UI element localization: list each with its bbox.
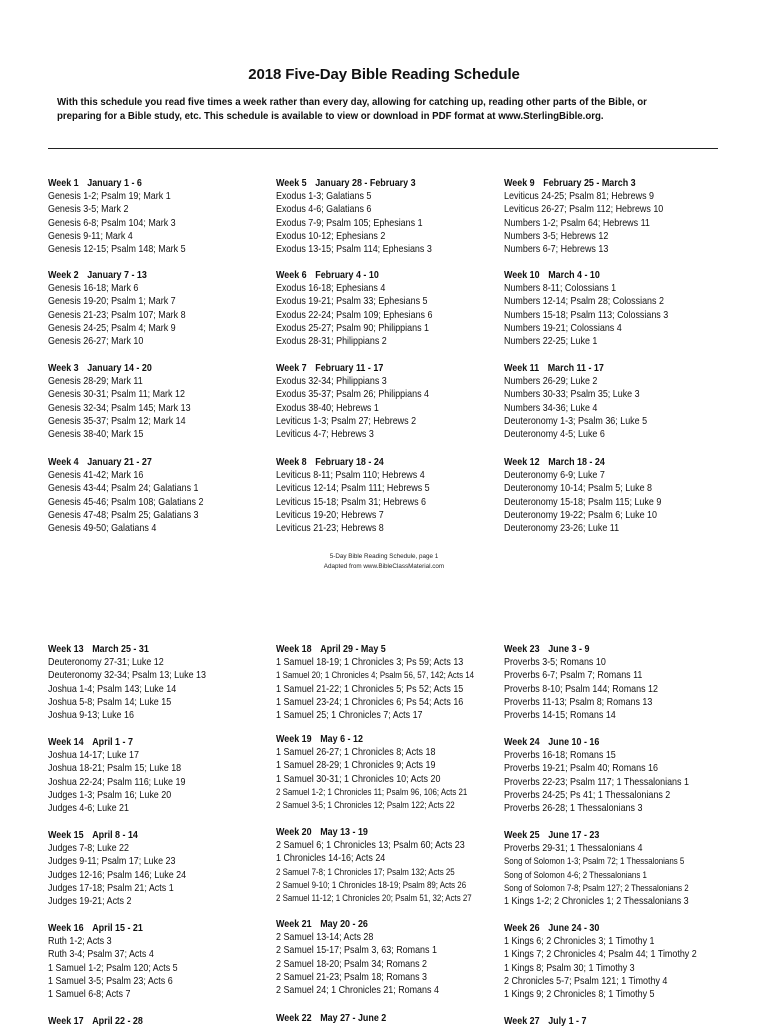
week-heading [504, 643, 719, 656]
week-block [48, 643, 298, 722]
reading-line: Leviticus 24-25; Psalm 81; Hebrews 9 [504, 191, 655, 202]
week-label: Week 25 [504, 830, 540, 841]
week-block [276, 826, 526, 905]
reading-line: Leviticus 1-3; Psalm 27; Hebrews 2 [276, 415, 417, 427]
reading-line: 2 Samuel 18-20; Psalm 34; Romans 2 [276, 958, 427, 970]
week-heading [48, 1015, 263, 1028]
reading-line: Song of Solomon 1-3; Psalm 72; 1 Thessalonians 5 [504, 856, 685, 867]
reading-line: Proverbs 29-31; 1 Thessalonians 4 [504, 843, 643, 854]
week-dates: April 8 - 14 [92, 830, 138, 841]
week-heading [48, 922, 263, 935]
week-label: Week 11 [504, 363, 540, 374]
week-dates: January 1 - 6 [87, 178, 142, 189]
reading-line: Deuteronomy 27-31; Luke 12 [48, 657, 164, 668]
reading-line: 1 Samuel 1-2; Psalm 120; Acts 5 [48, 962, 178, 974]
week-dates: June 3 - 9 [548, 644, 590, 655]
reading-line: Judges 19-21; Acts 2 [48, 896, 132, 908]
reading-line: 1 Kings 8; Psalm 30; 1 Timothy 3 [504, 962, 635, 974]
week-dates: May 6 - 12 [320, 734, 363, 745]
reading-line: Exodus 38-40; Hebrews 1 [276, 402, 379, 414]
reading-line: 2 Samuel 11-12; 1 Chronicles 20; Psalm 51, 32; Acts 27 [276, 893, 472, 904]
reading-line: 2 Samuel 15-17; Psalm 3, 63; Romans 1 [276, 945, 437, 957]
week-label: Week 8 [276, 457, 307, 468]
reading-line: Exodus 7-9; Psalm 105; Ephesians 1 [276, 217, 423, 229]
week-label: Week 9 [504, 178, 535, 189]
reading-line: Genesis 16-18; Mark 6 [48, 283, 139, 294]
reading-line: Judges 7-8; Luke 22 [48, 843, 129, 854]
page-title: 2018 Five-Day Bible Reading Schedule [248, 66, 520, 83]
reading-line: Judges 1-3; Psalm 16; Luke 20 [48, 789, 172, 801]
reading-line: Genesis 1-2; Psalm 19; Mark 1 [48, 191, 171, 202]
reading-line: Deuteronomy 32-34; Psalm 13; Luke 13 [48, 670, 206, 682]
reading-line: Exodus 1-3; Galatians 5 [276, 191, 372, 202]
week-heading [276, 733, 491, 746]
reading-line: Judges 4-6; Luke 21 [48, 803, 129, 815]
reading-line: 1 Chronicles 14-16; Acts 24 [276, 853, 386, 865]
reading-line: Genesis 41-42; Mark 16 [48, 470, 144, 481]
reading-line: 1 Kings 6; 2 Chronicles 3; 1 Timothy 1 [504, 936, 655, 947]
reading-line: Proverbs 22-23; Psalm 117; 1 Thessalonians 1 [504, 776, 689, 788]
reading-line: Deuteronomy 19-22; Psalm 6; Luke 10 [504, 509, 657, 521]
reading-line: Deuteronomy 23-26; Luke 11 [504, 523, 620, 535]
reading-line: 1 Samuel 28-29; 1 Chronicles 9; Acts 19 [276, 760, 436, 772]
reading-line: Joshua 1-4; Psalm 143; Luke 14 [48, 683, 177, 695]
reading-line: 1 Kings 9; 2 Chronicles 8; 1 Timothy 5 [504, 989, 655, 1001]
week-heading [504, 829, 719, 842]
reading-line: Leviticus 8-11; Psalm 110; Hebrews 4 [276, 470, 425, 481]
reading-line: Numbers 6-7; Hebrews 13 [504, 244, 609, 256]
reading-line: Deuteronomy 1-3; Psalm 36; Luke 5 [504, 415, 648, 427]
week-block [504, 456, 754, 535]
reading-line: Deuteronomy 15-18; Psalm 115; Luke 9 [504, 496, 662, 508]
week-heading [276, 1012, 491, 1025]
reading-line: Joshua 22-24; Psalm 116; Luke 19 [48, 776, 186, 788]
reading-line: Exodus 25-27; Psalm 90; Philippians 1 [276, 322, 429, 334]
week-block [504, 362, 754, 441]
week-label: Week 27 [504, 1016, 540, 1027]
week-label: Week 22 [276, 1013, 312, 1024]
week-label: Week 2 [48, 270, 79, 281]
week-block [48, 362, 298, 441]
reading-line: 1 Samuel 6-8; Acts 7 [48, 989, 131, 1001]
reading-line: Proverbs 6-7; Psalm 7; Romans 11 [504, 670, 643, 682]
reading-line: 2 Samuel 13-14; Acts 28 [276, 932, 374, 943]
reading-line: Ruth 3-4; Psalm 37; Acts 4 [48, 949, 154, 961]
week-heading [504, 1015, 719, 1028]
week-label: Week 26 [504, 923, 540, 934]
week-label: Week 23 [504, 644, 540, 655]
reading-line: Numbers 3-5; Hebrews 12 [504, 230, 609, 242]
reading-line: Joshua 5-8; Psalm 14; Luke 15 [48, 696, 172, 708]
reading-line: Leviticus 12-14; Psalm 111; Hebrews 5 [276, 483, 430, 495]
reading-line: Proverbs 14-15; Romans 14 [504, 710, 616, 722]
week-block [276, 362, 526, 441]
reading-line: Genesis 3-5; Mark 2 [48, 204, 129, 216]
week-heading [504, 177, 719, 190]
reading-line: Exodus 32-34; Philippians 3 [276, 376, 387, 387]
week-heading [48, 736, 263, 749]
week-heading [276, 918, 491, 931]
week-label: Week 20 [276, 827, 312, 838]
reading-line: 2 Samuel 3-5; 1 Chronicles 12; Psalm 122; Acts 22 [276, 800, 455, 811]
reading-line: Proverbs 11-13; Psalm 8; Romans 13 [504, 696, 653, 708]
week-dates: May 20 - 26 [320, 919, 368, 930]
reading-line: Exodus 35-37; Psalm 26; Philippians 4 [276, 389, 429, 401]
reading-line: 1 Samuel 21-22; 1 Chronicles 5; Ps 52; Acts 15 [276, 683, 464, 695]
reading-line: Proverbs 3-5; Romans 10 [504, 657, 606, 668]
reading-line: 2 Samuel 9-10; 1 Chronicles 18-19; Psalm 89; Acts 26 [276, 879, 467, 890]
week-dates: April 22 - 28 [92, 1016, 143, 1027]
week-label: Week 17 [48, 1016, 84, 1027]
reading-line: Song of Solomon 4-6; 2 Thessalonians 1 [504, 869, 647, 880]
reading-line: Exodus 16-18; Ephesians 4 [276, 283, 386, 294]
week-block [276, 1012, 526, 1025]
week-heading [276, 643, 491, 656]
footer-line: Adapted from www.BibleClassMaterial.com [323, 563, 445, 570]
week-label: Week 4 [48, 457, 79, 468]
reading-line: Genesis 32-34; Psalm 145; Mark 13 [48, 402, 191, 414]
week-label: Week 3 [48, 363, 79, 374]
week-dates: January 7 - 13 [87, 270, 147, 281]
reading-line: Joshua 18-21; Psalm 15; Luke 18 [48, 763, 182, 775]
week-heading [504, 456, 719, 469]
week-block [276, 918, 526, 997]
week-heading [504, 362, 719, 375]
reading-line: Leviticus 15-18; Psalm 31; Hebrews 6 [276, 496, 427, 508]
week-label: Week 19 [276, 734, 312, 745]
reading-line: Numbers 26-29; Luke 2 [504, 376, 598, 387]
reading-line: 1 Kings 1-2; 2 Chronicles 1; 2 Thessalonians 3 [504, 896, 689, 908]
reading-line: Proverbs 16-18; Romans 15 [504, 750, 616, 761]
week-label: Week 1 [48, 178, 79, 189]
week-block [504, 829, 754, 908]
reading-line: Proverbs 19-21; Psalm 40; Romans 16 [504, 763, 658, 775]
reading-line: Genesis 47-48; Psalm 25; Galatians 3 [48, 509, 199, 521]
reading-line: 1 Samuel 20; 1 Chronicles 4; Psalm 56, 57, 142; Acts 14 [276, 670, 475, 681]
week-dates: February 18 - 24 [315, 457, 384, 468]
week-label: Week 6 [276, 270, 307, 281]
reading-line: 2 Samuel 24; 1 Chronicles 21; Romans 4 [276, 985, 439, 997]
week-dates: March 25 - 31 [92, 644, 149, 655]
reading-line: Joshua 9-13; Luke 16 [48, 710, 134, 722]
reading-line: Genesis 45-46; Psalm 108; Galatians 2 [48, 496, 204, 508]
reading-line: Deuteronomy 6-9; Luke 7 [504, 470, 605, 481]
week-heading [276, 362, 491, 375]
week-dates: July 1 - 7 [548, 1016, 587, 1027]
week-dates: May 27 - June 2 [320, 1013, 387, 1024]
week-dates: February 4 - 10 [315, 270, 379, 281]
week-label: Week 24 [504, 737, 540, 748]
reading-line: 1 Samuel 26-27; 1 Chronicles 8; Acts 18 [276, 747, 436, 758]
week-dates: February 25 - March 3 [543, 178, 636, 189]
week-dates: April 29 - May 5 [320, 644, 386, 655]
reading-line: Genesis 28-29; Mark 11 [48, 376, 143, 387]
reading-line: Genesis 6-8; Psalm 104; Mark 3 [48, 217, 176, 229]
reading-line: 1 Kings 7; 2 Chronicles 4; Psalm 44; 1 Timothy 2 [504, 949, 697, 961]
week-label: Week 12 [504, 457, 540, 468]
week-heading [504, 269, 719, 282]
week-heading [48, 643, 263, 656]
reading-line: Genesis 24-25; Psalm 4; Mark 9 [48, 322, 176, 334]
week-dates: June 17 - 23 [548, 830, 600, 841]
reading-line: 1 Samuel 18-19; 1 Chronicles 3; Ps 59; Acts 13 [276, 657, 464, 668]
reading-line: 1 Samuel 25; 1 Chronicles 7; Acts 17 [276, 710, 423, 722]
reading-line: Genesis 26-27; Mark 10 [48, 336, 144, 348]
reading-line: Genesis 19-20; Psalm 1; Mark 7 [48, 296, 176, 308]
week-label: Week 21 [276, 919, 312, 930]
reading-line: Exodus 13-15; Psalm 114; Ephesians 3 [276, 244, 432, 256]
week-heading [48, 829, 263, 842]
week-dates: January 21 - 27 [87, 457, 152, 468]
week-block [48, 736, 298, 815]
reading-line: Numbers 19-21; Colossians 4 [504, 322, 622, 334]
reading-line: 1 Samuel 23-24; 1 Chronicles 6; Ps 54; Acts 16 [276, 696, 464, 708]
reading-line: Genesis 12-15; Psalm 148; Mark 5 [48, 244, 186, 256]
week-dates: January 28 - February 3 [315, 178, 416, 189]
intro-text [57, 96, 680, 124]
reading-line: 2 Samuel 6; 1 Chronicles 13; Psalm 60; Acts 23 [276, 840, 465, 851]
week-label: Week 10 [504, 270, 540, 281]
reading-line: Exodus 4-6; Galatians 6 [276, 204, 372, 216]
week-block [48, 177, 298, 256]
week-block [276, 643, 526, 722]
reading-line: Judges 12-16; Psalm 146; Luke 24 [48, 869, 187, 881]
reading-line: Leviticus 19-20; Hebrews 7 [276, 509, 384, 521]
reading-line: Genesis 9-11; Mark 4 [48, 230, 133, 242]
reading-line: Proverbs 8-10; Psalm 144; Romans 12 [504, 683, 658, 695]
reading-line: Judges 17-18; Psalm 21; Acts 1 [48, 882, 174, 894]
week-block [48, 456, 298, 535]
week-label: Week 15 [48, 830, 84, 841]
week-dates: January 14 - 20 [87, 363, 152, 374]
reading-line: Leviticus 26-27; Psalm 112; Hebrews 10 [504, 204, 664, 216]
reading-line: 2 Samuel 7-8; 1 Chronicles 17; Psalm 132; Acts 25 [276, 866, 455, 877]
week-block [504, 1015, 754, 1028]
week-block [504, 269, 754, 348]
reading-line: Exodus 10-12; Ephesians 2 [276, 230, 386, 242]
intro-line: preparing for a Bible study, etc. This schedule is available to view or download in PDF format at www.SterlingBible.org. [57, 111, 604, 122]
reading-line: 2 Chronicles 5-7; Psalm 121; 1 Timothy 4 [504, 975, 668, 987]
reading-line: Exodus 19-21; Psalm 33; Ephesians 5 [276, 296, 428, 308]
divider-rule [48, 148, 718, 149]
week-heading [48, 456, 263, 469]
week-heading [504, 922, 719, 935]
week-dates: May 13 - 19 [320, 827, 368, 838]
week-dates: June 24 - 30 [548, 923, 600, 934]
reading-line: Exodus 22-24; Psalm 109; Ephesians 6 [276, 309, 433, 321]
reading-line: Joshua 14-17; Luke 17 [48, 750, 139, 761]
week-dates: March 11 - 17 [547, 363, 604, 374]
reading-line: Judges 9-11; Psalm 17; Luke 23 [48, 856, 176, 868]
week-label: Week 7 [276, 363, 307, 374]
reading-line: Numbers 15-18; Psalm 113; Colossians 3 [504, 309, 669, 321]
intro-line: With this schedule you read five times a week rather than every day, allowing for catching up, reading other parts of the Bible, or [57, 97, 647, 108]
week-heading [48, 177, 263, 190]
week-block [48, 1015, 298, 1028]
week-dates: April 1 - 7 [92, 737, 133, 748]
reading-line: Numbers 22-25; Luke 1 [504, 336, 598, 348]
week-heading [276, 269, 491, 282]
reading-line: Exodus 28-31; Philippians 2 [276, 336, 387, 348]
week-block [276, 269, 526, 348]
reading-line: 2 Samuel 1-2; 1 Chronicles 11; Psalm 96, 106; Acts 21 [276, 786, 468, 797]
week-label: Week 16 [48, 923, 84, 934]
week-block [48, 829, 298, 908]
page-footer [0, 552, 768, 572]
reading-line: Genesis 49-50; Galatians 4 [48, 523, 157, 535]
week-block [276, 733, 526, 812]
reading-line: Numbers 1-2; Psalm 64; Hebrews 11 [504, 217, 650, 229]
week-heading [504, 736, 719, 749]
week-heading [276, 826, 491, 839]
reading-line: Genesis 38-40; Mark 15 [48, 429, 144, 441]
week-block [504, 736, 754, 815]
reading-line: 1 Samuel 30-31; 1 Chronicles 10; Acts 20 [276, 773, 441, 785]
reading-line: 2 Samuel 21-23; Psalm 18; Romans 3 [276, 971, 427, 983]
week-block [48, 269, 298, 348]
reading-line: Proverbs 26-28; 1 Thessalonians 3 [504, 803, 643, 815]
week-block [504, 922, 754, 1001]
week-block [504, 643, 754, 722]
week-heading [276, 177, 491, 190]
week-heading [276, 456, 491, 469]
week-dates: February 11 - 17 [315, 363, 384, 374]
reading-line: Proverbs 24-25; Ps 41; 1 Thessalonians 2 [504, 789, 671, 801]
week-label: Week 13 [48, 644, 84, 655]
reading-line: Deuteronomy 10-14; Psalm 5; Luke 8 [504, 483, 653, 495]
reading-line: 1 Samuel 3-5; Psalm 23; Acts 6 [48, 975, 173, 987]
reading-line: Leviticus 21-23; Hebrews 8 [276, 523, 384, 535]
reading-line: Ruth 1-2; Acts 3 [48, 936, 112, 947]
week-heading [48, 269, 263, 282]
week-label: Week 14 [48, 737, 84, 748]
reading-line: Leviticus 4-7; Hebrews 3 [276, 429, 374, 441]
reading-line: Numbers 30-33; Psalm 35; Luke 3 [504, 389, 640, 401]
week-block [276, 456, 526, 535]
week-dates: June 10 - 16 [548, 737, 600, 748]
week-block [48, 922, 298, 1001]
reading-line: Song of Solomon 7-8; Psalm 127; 2 Thessalonians 2 [504, 882, 689, 893]
week-block [504, 177, 754, 256]
week-dates: March 4 - 10 [548, 270, 600, 281]
reading-line: Genesis 43-44; Psalm 24; Galatians 1 [48, 483, 199, 495]
reading-line: Numbers 8-11; Colossians 1 [504, 283, 617, 294]
week-block [276, 177, 526, 256]
footer-line: 5-Day Bible Reading Schedule, page 1 [329, 553, 439, 560]
week-dates: April 15 - 21 [92, 923, 143, 934]
week-dates: March 18 - 24 [548, 457, 605, 468]
reading-line: Numbers 34-36; Luke 4 [504, 402, 598, 414]
reading-line: Genesis 30-31; Psalm 11; Mark 12 [48, 389, 185, 401]
reading-line: Genesis 35-37; Psalm 12; Mark 14 [48, 415, 186, 427]
week-heading [48, 362, 263, 375]
reading-line: Numbers 12-14; Psalm 28; Colossians 2 [504, 296, 664, 308]
week-label: Week 5 [276, 178, 307, 189]
week-label: Week 18 [276, 644, 312, 655]
reading-line: Genesis 21-23; Psalm 107; Mark 8 [48, 309, 186, 321]
reading-line: Deuteronomy 4-5; Luke 6 [504, 429, 605, 441]
